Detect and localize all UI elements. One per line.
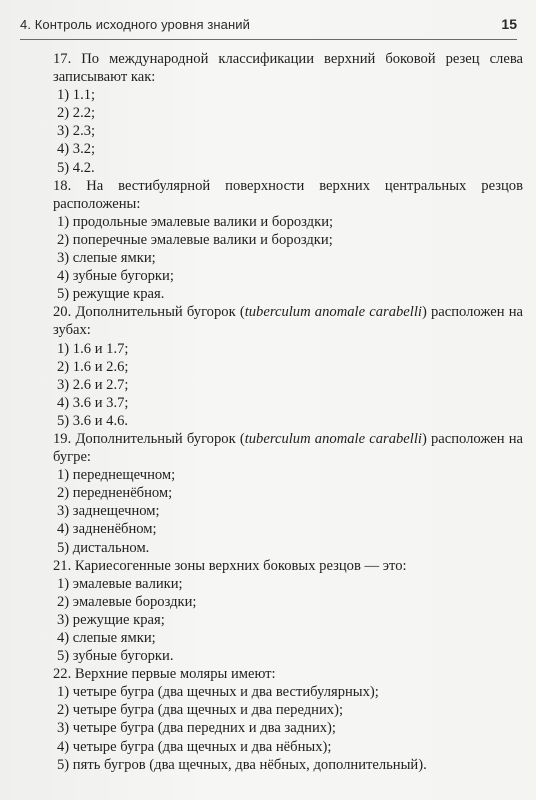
- answer-option: 3) слепые ямки;: [57, 250, 156, 267]
- answer-options: [53, 86, 523, 176]
- question-text: [53, 303, 523, 339]
- question-text-part: По международной классификации верхний боковой резец слева записывают как:: [53, 51, 523, 86]
- latin-term: tuberculum anomale carabelli: [244, 304, 422, 321]
- answer-option: 4) четыре бугра (два щечных и два нёбных);: [57, 738, 332, 755]
- answer-options: [53, 683, 523, 773]
- answer-option: 3) 2.3;: [57, 123, 96, 140]
- answer-option: 2) 2.2;: [57, 105, 96, 122]
- answer-option: 3) режущие края;: [57, 611, 165, 628]
- answer-option: 5) 3.6 и 4.6.: [57, 412, 129, 429]
- answer-option: 3) заднещечном;: [57, 503, 160, 520]
- header-rule: [20, 39, 517, 40]
- answer-option: 1) четыре бугра (два щечных и два вестибулярных);: [57, 684, 379, 701]
- answer-option: 5) пять бугров (два щечных, два нёбных, дополнительный).: [57, 756, 427, 773]
- question-text: [53, 50, 523, 86]
- question-text-part: Кариесогенные зоны верхних боковых резцов — это:: [74, 557, 407, 574]
- answer-option: 1) 1.6 и 1.7;: [57, 340, 129, 357]
- answer-option: 4) слепые ямки;: [57, 630, 156, 646]
- answer-option: 1) эмалевые валики;: [57, 575, 183, 592]
- answer-options: [53, 213, 523, 303]
- question-text: [53, 557, 523, 575]
- answer-option: 4) 3.2;: [57, 141, 96, 158]
- question-text: [53, 665, 523, 683]
- question-number: 19.: [53, 430, 72, 447]
- question-block: [53, 50, 523, 177]
- answer-option: 1) переднещечном;: [57, 467, 176, 484]
- answer-option: 5) зубные бугорки.: [57, 648, 174, 665]
- answer-options: [53, 340, 523, 430]
- answer-option: 3) 2.6 и 2.7;: [57, 376, 129, 393]
- answer-option: 1) 1.1;: [57, 87, 96, 104]
- answer-option: 3) четыре бугра (два передних и два задних);: [57, 720, 336, 737]
- running-header: [20, 17, 517, 39]
- question-text-part: Дополнительный бугорок (: [75, 430, 245, 447]
- answer-option: 4) задненёбном;: [57, 521, 157, 538]
- chapter-title: 4. Контроль исходного уровня знаний: [20, 17, 251, 32]
- answer-option: 1) продольные эмалевые валики и бороздки;: [57, 213, 334, 230]
- question-text: [53, 177, 523, 213]
- question-block: [53, 430, 523, 557]
- answer-option: 5) 4.2.: [57, 159, 95, 176]
- question-text-part: Дополнительный бугорок (: [75, 304, 245, 321]
- question-block: [53, 557, 523, 666]
- answer-option: 2) 1.6 и 2.6;: [57, 358, 129, 375]
- answer-option: 5) дистальном.: [57, 539, 150, 556]
- question-text-part: ) расположен на зубах:: [53, 304, 523, 339]
- question-number: 17.: [53, 51, 72, 67]
- answer-options: [53, 575, 523, 665]
- question-text-part: На вестибулярной поверхности верхних центральных резцов расположены:: [53, 177, 523, 212]
- question-number: 22.: [53, 666, 72, 683]
- answer-option: 5) режущие края.: [57, 286, 165, 303]
- question-text: [53, 430, 523, 466]
- question-number: 18.: [53, 177, 72, 194]
- answer-option: 4) зубные бугорки;: [57, 268, 174, 285]
- page-number: 15: [501, 16, 517, 32]
- answer-option: 2) эмалевые бороздки;: [57, 593, 197, 610]
- question-number: 20.: [53, 304, 72, 321]
- question-text-part: Верхние первые моляры имеют:: [74, 666, 276, 683]
- answer-option: 2) четыре бугра (два щечных и два передних);: [57, 702, 343, 719]
- question-text-part: ) расположен на бугре:: [53, 430, 523, 466]
- latin-term: tuberculum anomale carabelli: [244, 430, 422, 447]
- answer-option: 2) передненёбном;: [57, 485, 173, 502]
- question-block: [53, 303, 523, 430]
- question-block: [53, 177, 523, 304]
- answer-option: 2) поперечные эмалевые валики и бороздки;: [57, 231, 333, 248]
- question-list: [53, 50, 523, 774]
- question-number: 21.: [53, 557, 72, 574]
- answer-option: 4) 3.6 и 3.7;: [57, 394, 129, 411]
- question-block: [53, 665, 523, 774]
- answer-options: [53, 466, 523, 556]
